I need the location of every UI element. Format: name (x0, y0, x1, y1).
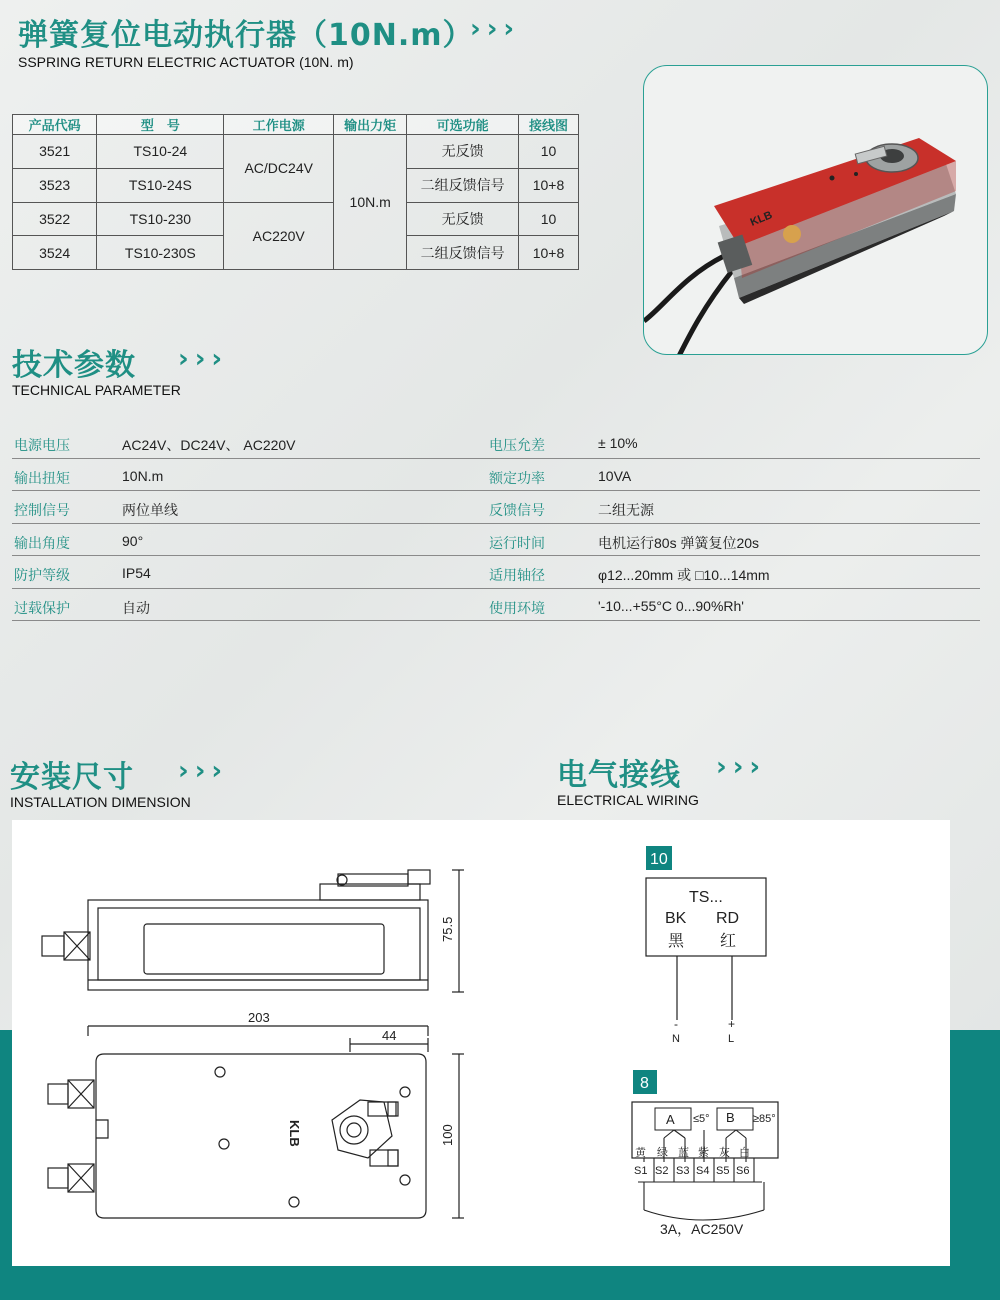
wiring-subtitle: ELECTRICAL WIRING (557, 792, 699, 808)
diagram10-pos: + (728, 1017, 736, 1031)
diagram10-rd: RD (716, 910, 740, 927)
installation-subtitle: INSTALLATION DIMENSION (10, 794, 191, 810)
param-label: 控制信号 (14, 503, 70, 519)
param-row (12, 589, 980, 622)
terminal-label: S6 (736, 1165, 750, 1177)
cell-power: AC220V (224, 202, 334, 270)
installation-arrows: ››› (178, 756, 229, 786)
contact-rating: 3A，AC250V (660, 1221, 744, 1237)
param-value: 二组无源 (598, 502, 654, 518)
cell-model: TS10-24S (97, 168, 224, 202)
wire-color: 黄 (635, 1147, 646, 1159)
drawing-logo: KLB (287, 1120, 302, 1147)
cell-torque: 10N.m (334, 135, 407, 270)
installation-title: 安装尺寸 (10, 760, 134, 795)
param-row (12, 426, 980, 459)
diagram10-model: TS... (689, 889, 723, 906)
cell-wiring: 10 (519, 135, 579, 169)
diagram-panel (12, 820, 950, 1266)
param-value: 两位单线 (122, 502, 178, 518)
dim-width: 100 (440, 1124, 455, 1146)
wiring-diagram-8 (632, 1070, 778, 1238)
cell-power: AC/DC24V (224, 135, 334, 203)
switch-a-angle: ≤5° (693, 1113, 710, 1125)
wire-color: 绿 (657, 1147, 668, 1159)
product-table (12, 114, 579, 270)
cell-function: 二组反馈信号 (407, 236, 519, 270)
param-value: '-10...+55°C 0...90%Rh' (598, 597, 744, 614)
param-value: ± 10% (598, 435, 638, 451)
header-function: 可选功能 (407, 115, 519, 135)
cell-wiring: 10+8 (519, 168, 579, 202)
cell-model: TS10-230S (97, 236, 224, 270)
technical-arrows: ››› (178, 344, 229, 374)
page-subtitle: SSPRING RETURN ELECTRIC ACTUATOR (10N. m) (18, 54, 354, 70)
param-value: 10VA (598, 467, 632, 484)
wiring-title: 电气接线 (557, 758, 681, 793)
terminal-label: S1 (634, 1165, 648, 1177)
dim-height: 75.5 (440, 916, 455, 942)
header-code: 产品代码 (13, 115, 97, 135)
cell-function: 二组反馈信号 (407, 168, 519, 202)
terminal-label: S4 (696, 1165, 710, 1177)
switch-b-angle: ≥85° (753, 1113, 776, 1125)
header-model: 型 号 (97, 115, 224, 135)
param-label: 防护等级 (14, 568, 70, 584)
param-row (12, 491, 980, 524)
title-arrows: ››› (470, 14, 521, 44)
product-photo-frame (643, 65, 988, 355)
cell-code: 3521 (13, 135, 97, 169)
param-value: 自动 (122, 599, 150, 616)
wiring-diagram-10 (646, 846, 766, 1045)
cell-code: 3522 (13, 202, 97, 236)
cell-code: 3524 (13, 236, 97, 270)
param-label: 使用环境 (489, 600, 545, 617)
top-view-drawing (48, 1026, 464, 1218)
switch-a-label: A (666, 1112, 675, 1127)
diagram10-n: N (672, 1033, 680, 1045)
param-label: 过载保护 (14, 600, 70, 617)
param-value: IP54 (122, 565, 151, 581)
diagram10-bk: BK (665, 910, 687, 927)
terminal-label: S3 (676, 1165, 690, 1177)
diagram10-l: L (728, 1033, 735, 1045)
param-row (12, 556, 980, 589)
technical-subtitle: TECHNICAL PARAMETER (12, 382, 181, 398)
param-label: 适用轴径 (489, 568, 545, 584)
table-row (13, 135, 579, 169)
side-view-drawing (42, 870, 464, 992)
cell-wiring: 10+8 (519, 236, 579, 270)
technical-title: 技术参数 (12, 348, 136, 383)
terminal-label: S5 (716, 1165, 730, 1177)
param-label: 运行时间 (489, 535, 545, 552)
header-torque: 输出力矩 (334, 115, 407, 135)
diagram10-neg: - (674, 1017, 678, 1031)
switch-b-label: B (726, 1110, 735, 1125)
cell-function: 无反馈 (407, 202, 519, 236)
param-value: φ12...20mm 或 □10...14mm (598, 567, 770, 583)
actuator-photo (644, 66, 988, 355)
param-label: 额定功率 (489, 470, 545, 487)
wire-color: 白 (739, 1147, 750, 1159)
terminal-label: S2 (655, 1165, 669, 1177)
param-value: 10N.m (122, 467, 164, 484)
dimension-and-wiring-diagrams (12, 820, 950, 1266)
wire-color: 蓝 (678, 1147, 689, 1159)
header-wiring: 接线图 (519, 115, 579, 135)
table-row (13, 202, 579, 236)
param-label: 电压允差 (489, 438, 545, 454)
cell-model: TS10-230 (97, 202, 224, 236)
cell-function: 无反馈 (407, 135, 519, 169)
header-power: 工作电源 (224, 115, 334, 135)
technical-parameter-list (12, 426, 980, 621)
cell-model: TS10-24 (97, 135, 224, 169)
param-label: 输出扭矩 (14, 470, 70, 487)
param-row (12, 459, 980, 492)
dim-offset: 44 (382, 1028, 397, 1043)
diagram8-tag: 8 (640, 1075, 649, 1092)
page-title: 弹簧复位电动执行器（10N.m） (18, 18, 474, 53)
wiring-arrows: ››› (716, 752, 767, 782)
diagram10-tag: 10 (650, 851, 668, 868)
param-label: 电源电压 (14, 438, 70, 454)
param-value: 90° (122, 532, 144, 549)
diagram10-bk-cn: 黑 (668, 933, 685, 950)
param-value: AC24V、DC24V、 AC220V (122, 437, 296, 453)
cell-wiring: 10 (519, 202, 579, 236)
table-header-row (13, 115, 579, 135)
param-label: 输出角度 (14, 535, 70, 552)
cell-code: 3523 (13, 168, 97, 202)
param-value: 电机运行80s 弹簧复位20s (598, 534, 760, 551)
dim-length: 203 (248, 1010, 270, 1025)
param-row (12, 524, 980, 557)
diagram10-rd-cn: 红 (720, 933, 737, 950)
wire-color: 灰 (719, 1147, 730, 1159)
wire-color: 紫 (698, 1147, 709, 1159)
param-label: 反馈信号 (489, 503, 545, 519)
photo-brand-mark: KLB (748, 209, 775, 229)
